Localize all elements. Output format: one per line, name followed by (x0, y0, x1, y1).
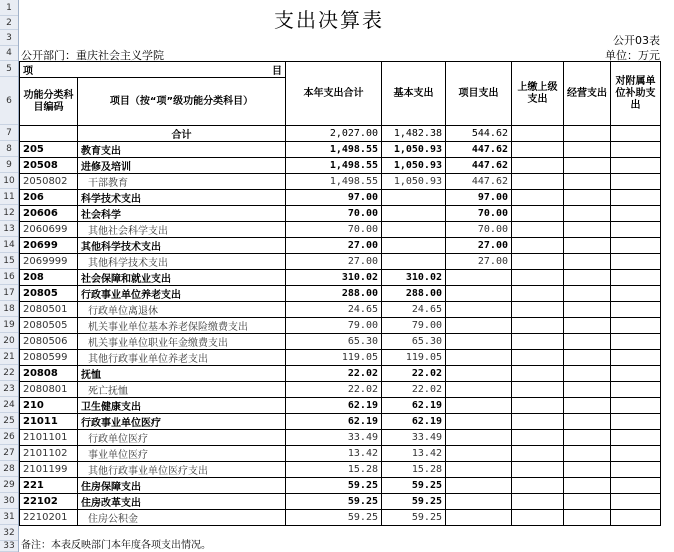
expenditure-table (19, 61, 661, 526)
header-business: 经营支出 (564, 62, 611, 126)
cell-basic[interactable] (382, 190, 446, 206)
cell-basic[interactable]: 59.25 (382, 478, 446, 494)
table-row (20, 142, 661, 158)
cell-total[interactable]: 59.25 (286, 478, 382, 494)
cell-business[interactable] (564, 382, 611, 398)
cell-business[interactable] (564, 142, 611, 158)
cell-code[interactable]: 210 (20, 398, 78, 414)
cell-name[interactable]: 抚恤 (78, 366, 286, 382)
cell-project[interactable] (446, 430, 512, 446)
cell-basic[interactable]: 15.28 (382, 462, 446, 478)
cell-project[interactable]: 544.62 (446, 126, 512, 142)
cell-business[interactable] (564, 414, 611, 430)
cell-basic[interactable]: 24.65 (382, 302, 446, 318)
table-row (20, 238, 661, 254)
cell-business[interactable] (564, 510, 611, 526)
cell-basic[interactable]: 1,050.93 (382, 142, 446, 158)
cell-business[interactable] (564, 174, 611, 190)
cell-upper[interactable] (512, 206, 564, 222)
cell-project[interactable]: 27.00 (446, 254, 512, 270)
cell-code[interactable]: 2080599 (20, 350, 78, 366)
table-title: 支出决算表 (274, 8, 384, 32)
row-number[interactable]: 32 (0, 525, 18, 541)
cell-name[interactable]: 合计 (78, 126, 286, 142)
cell-business[interactable] (564, 238, 611, 254)
cell-code[interactable]: 20606 (20, 206, 78, 222)
cell-basic[interactable] (382, 206, 446, 222)
cell-upper[interactable] (512, 318, 564, 334)
cell-code[interactable]: 2080505 (20, 318, 78, 334)
cell-total[interactable]: 310.02 (286, 270, 382, 286)
cell-total[interactable]: 22.02 (286, 382, 382, 398)
cell-project[interactable] (446, 398, 512, 414)
table-row (20, 462, 661, 478)
cell-code[interactable]: 205 (20, 142, 78, 158)
cell-upper[interactable] (512, 142, 564, 158)
cell-total[interactable]: 1,498.55 (286, 158, 382, 174)
row-number[interactable]: 30 (0, 493, 18, 509)
table-row (20, 478, 661, 494)
cell-basic[interactable] (382, 238, 446, 254)
header-total: 本年支出合计 (286, 62, 382, 126)
cell-basic[interactable]: 59.25 (382, 494, 446, 510)
row-number[interactable]: 6 (0, 77, 18, 125)
cell-business[interactable] (564, 206, 611, 222)
row-number[interactable]: 2 (0, 16, 18, 30)
cell-subsidiary[interactable] (611, 510, 661, 526)
cell-code[interactable]: 20508 (20, 158, 78, 174)
row-number[interactable]: 14 (0, 237, 18, 253)
cell-name[interactable]: 其他行政事业单位医疗支出 (78, 462, 286, 478)
cell-name[interactable]: 进修及培训 (78, 158, 286, 174)
row-number[interactable]: 13 (0, 221, 18, 237)
header-mu: 目 (78, 62, 286, 78)
cell-project[interactable]: 447.62 (446, 158, 512, 174)
cell-upper[interactable] (512, 462, 564, 478)
cell-business[interactable] (564, 446, 611, 462)
row-number[interactable]: 25 (0, 413, 18, 429)
cell-subsidiary[interactable] (611, 270, 661, 286)
cell-name[interactable]: 干部教育 (78, 174, 286, 190)
row-number[interactable]: 7 (0, 125, 18, 141)
cell-business[interactable] (564, 462, 611, 478)
cell-subsidiary[interactable] (611, 334, 661, 350)
row-number[interactable]: 17 (0, 285, 18, 301)
table-row (20, 126, 661, 142)
cell-name[interactable]: 其他科学技术支出 (78, 254, 286, 270)
cell-code[interactable]: 2069999 (20, 254, 78, 270)
row-number[interactable]: 3 (0, 30, 18, 46)
cell-subsidiary[interactable] (611, 462, 661, 478)
cell-upper[interactable] (512, 382, 564, 398)
cell-upper[interactable] (512, 478, 564, 494)
cell-basic[interactable]: 33.49 (382, 430, 446, 446)
cell-project[interactable] (446, 318, 512, 334)
cell-project[interactable] (446, 334, 512, 350)
cell-business[interactable] (564, 302, 611, 318)
cell-code[interactable]: 206 (20, 190, 78, 206)
table-row (20, 222, 661, 238)
cell-name[interactable]: 住房改革支出 (78, 494, 286, 510)
cell-total[interactable]: 1,498.55 (286, 142, 382, 158)
cell-project[interactable] (446, 350, 512, 366)
cell-upper[interactable] (512, 270, 564, 286)
cell-name[interactable]: 卫生健康支出 (78, 398, 286, 414)
cell-project[interactable] (446, 286, 512, 302)
cell-upper[interactable] (512, 254, 564, 270)
cell-upper[interactable] (512, 430, 564, 446)
cell-business[interactable] (564, 398, 611, 414)
cell-upper[interactable] (512, 334, 564, 350)
cell-total[interactable]: 62.19 (286, 414, 382, 430)
cell-upper[interactable] (512, 366, 564, 382)
cell-basic[interactable]: 119.05 (382, 350, 446, 366)
cell-project[interactable]: 97.00 (446, 190, 512, 206)
cell-code[interactable]: 2101102 (20, 446, 78, 462)
table-row (20, 510, 661, 526)
table-row (20, 190, 661, 206)
cell-subsidiary[interactable] (611, 206, 661, 222)
cell-total[interactable]: 62.19 (286, 398, 382, 414)
header-subsidiary: 对附属单位补助支出 (611, 62, 661, 126)
cell-business[interactable] (564, 254, 611, 270)
cell-code[interactable]: 2050802 (20, 174, 78, 190)
cell-subsidiary[interactable] (611, 478, 661, 494)
cell-total[interactable]: 119.05 (286, 350, 382, 366)
cell-basic[interactable]: 79.00 (382, 318, 446, 334)
cell-basic[interactable]: 65.30 (382, 334, 446, 350)
cell-subsidiary[interactable] (611, 158, 661, 174)
cell-basic[interactable] (382, 254, 446, 270)
cell-name[interactable]: 住房公积金 (78, 510, 286, 526)
cell-business[interactable] (564, 318, 611, 334)
cell-subsidiary[interactable] (611, 222, 661, 238)
row-number[interactable]: 29 (0, 477, 18, 493)
cell-basic[interactable]: 62.19 (382, 414, 446, 430)
cell-code[interactable]: 20805 (20, 286, 78, 302)
row-number[interactable]: 27 (0, 445, 18, 461)
table-row (20, 302, 661, 318)
row-number[interactable]: 12 (0, 205, 18, 221)
cell-upper[interactable] (512, 158, 564, 174)
row-number[interactable]: 11 (0, 189, 18, 205)
table-row (20, 494, 661, 510)
row-number[interactable]: 23 (0, 381, 18, 397)
row-number[interactable]: 4 (0, 46, 18, 61)
header-xiang: 项 (20, 62, 78, 78)
cell-project[interactable]: 70.00 (446, 222, 512, 238)
cell-total[interactable]: 70.00 (286, 206, 382, 222)
row-number[interactable]: 22 (0, 365, 18, 381)
header-row-item (20, 62, 661, 78)
cell-upper[interactable] (512, 414, 564, 430)
cell-subsidiary[interactable] (611, 238, 661, 254)
table-row (20, 430, 661, 446)
cell-name[interactable]: 死亡抚恤 (78, 382, 286, 398)
cell-project[interactable] (446, 510, 512, 526)
cell-total[interactable]: 65.30 (286, 334, 382, 350)
cell-total[interactable]: 70.00 (286, 222, 382, 238)
cell-basic[interactable]: 62.19 (382, 398, 446, 414)
cell-name[interactable]: 事业单位医疗 (78, 446, 286, 462)
cell-project[interactable] (446, 270, 512, 286)
cell-business[interactable] (564, 158, 611, 174)
row-number[interactable]: 21 (0, 349, 18, 365)
table-row (20, 414, 661, 430)
header-upper: 上缴上级支出 (512, 62, 564, 126)
cell-basic[interactable] (382, 222, 446, 238)
cell-business[interactable] (564, 126, 611, 142)
cell-basic[interactable]: 22.02 (382, 382, 446, 398)
row-number[interactable]: 20 (0, 333, 18, 349)
cell-code[interactable]: 2080501 (20, 302, 78, 318)
cell-subsidiary[interactable] (611, 414, 661, 430)
cell-total[interactable]: 27.00 (286, 238, 382, 254)
cell-basic[interactable]: 1,482.38 (382, 126, 446, 142)
table-row (20, 206, 661, 222)
table-number: 公开03表 (613, 34, 660, 47)
cell-basic[interactable]: 1,050.93 (382, 174, 446, 190)
cell-business[interactable] (564, 430, 611, 446)
cell-subsidiary[interactable] (611, 126, 661, 142)
cell-name[interactable]: 科学技术支出 (78, 190, 286, 206)
cell-subsidiary[interactable] (611, 174, 661, 190)
cell-project[interactable] (446, 478, 512, 494)
cell-code[interactable]: 2101199 (20, 462, 78, 478)
row-number[interactable]: 19 (0, 317, 18, 333)
row-number[interactable]: 9 (0, 157, 18, 173)
cell-total[interactable]: 1,498.55 (286, 174, 382, 190)
cell-upper[interactable] (512, 350, 564, 366)
table-row (20, 366, 661, 382)
cell-upper[interactable] (512, 238, 564, 254)
cell-upper[interactable] (512, 494, 564, 510)
cell-name[interactable]: 机关事业单位职业年金缴费支出 (78, 334, 286, 350)
row-number[interactable]: 18 (0, 301, 18, 317)
cell-total[interactable]: 288.00 (286, 286, 382, 302)
cell-total[interactable]: 13.42 (286, 446, 382, 462)
cell-business[interactable] (564, 270, 611, 286)
cell-subsidiary[interactable] (611, 142, 661, 158)
cell-business[interactable] (564, 286, 611, 302)
cell-basic[interactable]: 310.02 (382, 270, 446, 286)
cell-project[interactable] (446, 382, 512, 398)
cell-upper[interactable] (512, 398, 564, 414)
cell-business[interactable] (564, 366, 611, 382)
cell-subsidiary[interactable] (611, 190, 661, 206)
header-code: 功能分类科目编码 (20, 78, 78, 126)
cell-upper[interactable] (512, 126, 564, 142)
cell-code[interactable]: 21011 (20, 414, 78, 430)
row-number[interactable]: 10 (0, 173, 18, 189)
cell-upper[interactable] (512, 446, 564, 462)
cell-code[interactable]: 2060699 (20, 222, 78, 238)
table-row (20, 286, 661, 302)
cell-total[interactable]: 97.00 (286, 190, 382, 206)
row-number[interactable]: 16 (0, 269, 18, 285)
row-header-column (0, 0, 19, 552)
header-project: 项目支出 (446, 62, 512, 126)
table-row (20, 382, 661, 398)
cell-project[interactable]: 27.00 (446, 238, 512, 254)
cell-name[interactable]: 行政单位医疗 (78, 430, 286, 446)
cell-total[interactable]: 22.02 (286, 366, 382, 382)
table-row (20, 398, 661, 414)
cell-basic[interactable]: 1,050.93 (382, 158, 446, 174)
cell-project[interactable] (446, 446, 512, 462)
cell-name[interactable]: 行政事业单位养老支出 (78, 286, 286, 302)
table-row (20, 318, 661, 334)
cell-business[interactable] (564, 334, 611, 350)
cell-subsidiary[interactable] (611, 302, 661, 318)
row-number[interactable]: 26 (0, 429, 18, 445)
cell-business[interactable] (564, 190, 611, 206)
cell-name[interactable]: 行政单位离退休 (78, 302, 286, 318)
header-name: 项目（按“项”级功能分类科目） (78, 78, 286, 126)
cell-subsidiary[interactable] (611, 430, 661, 446)
cell-name[interactable]: 其他行政事业单位养老支出 (78, 350, 286, 366)
cell-basic[interactable]: 288.00 (382, 286, 446, 302)
cell-code[interactable]: 2101101 (20, 430, 78, 446)
cell-upper[interactable] (512, 510, 564, 526)
cell-code[interactable]: 22102 (20, 494, 78, 510)
cell-total[interactable]: 15.28 (286, 462, 382, 478)
table-row (20, 446, 661, 462)
table-row (20, 158, 661, 174)
cell-subsidiary[interactable] (611, 350, 661, 366)
cell-code[interactable]: 2080801 (20, 382, 78, 398)
cell-upper[interactable] (512, 286, 564, 302)
row-number[interactable]: 1 (0, 0, 18, 16)
table-row (20, 350, 661, 366)
cell-name[interactable]: 住房保障支出 (78, 478, 286, 494)
cell-upper[interactable] (512, 302, 564, 318)
cell-business[interactable] (564, 350, 611, 366)
cell-upper[interactable] (512, 190, 564, 206)
cell-subsidiary[interactable] (611, 286, 661, 302)
row-number[interactable]: 8 (0, 141, 18, 157)
cell-project[interactable] (446, 366, 512, 382)
table-note: 备注：本表反映部门本年度各项支出情况。 (21, 540, 211, 551)
cell-business[interactable] (564, 222, 611, 238)
table-row (20, 270, 661, 286)
cell-subsidiary[interactable] (611, 494, 661, 510)
cell-total[interactable]: 27.00 (286, 254, 382, 270)
cell-name[interactable]: 行政事业单位医疗 (78, 414, 286, 430)
cell-business[interactable] (564, 494, 611, 510)
cell-name[interactable]: 机关事业单位基本养老保险缴费支出 (78, 318, 286, 334)
cell-code[interactable]: 221 (20, 478, 78, 494)
cell-total[interactable]: 2,027.00 (286, 126, 382, 142)
cell-subsidiary[interactable] (611, 398, 661, 414)
department-label: 公开部门：重庆社会主义学院 (21, 49, 164, 62)
cell-name[interactable]: 社会科学 (78, 206, 286, 222)
cell-project[interactable] (446, 414, 512, 430)
cell-total[interactable]: 79.00 (286, 318, 382, 334)
cell-project[interactable]: 447.62 (446, 142, 512, 158)
cell-upper[interactable] (512, 174, 564, 190)
row-number[interactable]: 24 (0, 397, 18, 413)
table-row (20, 254, 661, 270)
cell-name[interactable]: 社会保障和就业支出 (78, 270, 286, 286)
row-number[interactable]: 28 (0, 461, 18, 477)
cell-code[interactable] (20, 126, 78, 142)
cell-subsidiary[interactable] (611, 254, 661, 270)
cell-subsidiary[interactable] (611, 382, 661, 398)
cell-code[interactable]: 208 (20, 270, 78, 286)
cell-name[interactable]: 教育支出 (78, 142, 286, 158)
cell-total[interactable]: 59.25 (286, 510, 382, 526)
cell-project[interactable] (446, 462, 512, 478)
unit-label: 单位：万元 (605, 49, 660, 62)
table-row (20, 174, 661, 190)
cell-total[interactable]: 33.49 (286, 430, 382, 446)
cell-total[interactable]: 59.25 (286, 494, 382, 510)
row-number[interactable]: 5 (0, 61, 18, 77)
cell-basic[interactable]: 13.42 (382, 446, 446, 462)
cell-project[interactable]: 447.62 (446, 174, 512, 190)
cell-project[interactable]: 70.00 (446, 206, 512, 222)
cell-name[interactable]: 其他科学技术支出 (78, 238, 286, 254)
row-number[interactable]: 15 (0, 253, 18, 269)
header-basic: 基本支出 (382, 62, 446, 126)
table-row (20, 334, 661, 350)
cell-basic[interactable]: 59.25 (382, 510, 446, 526)
cell-code[interactable]: 2210201 (20, 510, 78, 526)
cell-name[interactable]: 其他社会科学支出 (78, 222, 286, 238)
cell-basic[interactable]: 22.02 (382, 366, 446, 382)
cell-project[interactable] (446, 302, 512, 318)
cell-code[interactable]: 2080506 (20, 334, 78, 350)
cell-code[interactable]: 20699 (20, 238, 78, 254)
cell-code[interactable]: 20808 (20, 366, 78, 382)
cell-total[interactable]: 24.65 (286, 302, 382, 318)
row-number[interactable]: 31 (0, 509, 18, 525)
cell-project[interactable] (446, 494, 512, 510)
cell-upper[interactable] (512, 222, 564, 238)
row-number[interactable]: 33 (0, 541, 18, 552)
cell-subsidiary[interactable] (611, 318, 661, 334)
cell-business[interactable] (564, 478, 611, 494)
cell-subsidiary[interactable] (611, 446, 661, 462)
cell-subsidiary[interactable] (611, 366, 661, 382)
